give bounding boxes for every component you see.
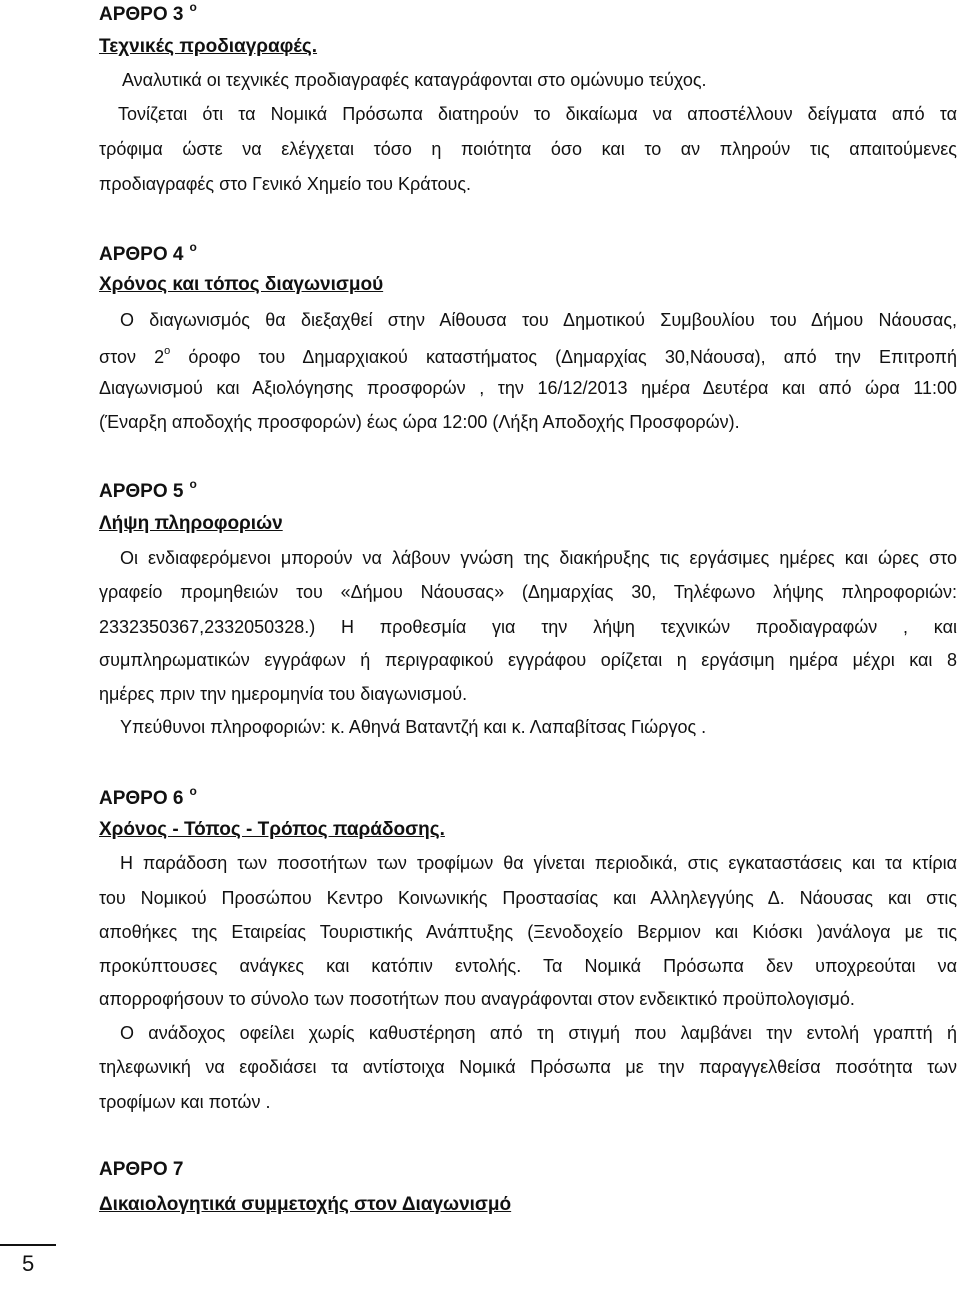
- article-6-line: Η παράδοση των ποσοτήτων των τροφίμων θα γίνεται περιοδικά, στις εγκαταστάσεις και τα κτίρια: [120, 853, 957, 873]
- article-4-line: Ο διαγωνισμός θα διεξαχθεί στην Αίθουσα του Δημοτικού Συμβουλίου του Δήμου Νάουσας,: [120, 310, 957, 330]
- article-5-line: ημέρες πριν την ημερομηνία του διαγωνισμού.: [99, 684, 468, 704]
- article-5-subtitle: Λήψη πληροφοριών: [99, 513, 283, 534]
- article-3-line: Τονίζεται ότι τα Νομικά Πρόσωπα διατηρούν το δικαίωμα να αποστέλλουν δείγματα από τα: [118, 104, 957, 124]
- article-6-ordinal: ο: [189, 784, 197, 798]
- article-4-line: (Έναρξη αποδοχής προσφορών) έως ώρα 12:00 (Λήξη Αποδοχής Προσφορών).: [99, 412, 740, 432]
- article-4-subtitle: Χρόνος και τόπος διαγωνισμού: [99, 274, 384, 295]
- article-4-heading: [99, 240, 197, 266]
- article-4-ordinal: ο: [189, 240, 197, 254]
- article-6-line: τηλεφωνική να εφοδιάσει τα αντίστοιχα Νομικά Πρόσωπα με την παραγγελθείσα ποσότητα των: [99, 1057, 957, 1077]
- article-6-line: τροφίμων και ποτών .: [99, 1092, 271, 1112]
- article-5-title: ΑΡΘΡΟ 5: [99, 481, 184, 502]
- article-3-heading: [99, 0, 197, 26]
- article-6-title: ΑΡΘΡΟ 6: [99, 788, 184, 809]
- article-5-heading: [99, 477, 197, 503]
- article-3-title: ΑΡΘΡΟ 3: [99, 4, 184, 25]
- page-number: 5: [22, 1251, 35, 1276]
- article-6-line: αποθήκες της Εταιρείας Τουριστικής Ανάπτυξης (Ξενοδοχείο Βερμιον και Κιόσκι )ανάλογα με τις: [99, 922, 957, 942]
- article-7-heading: [99, 1159, 183, 1181]
- article-5-line: συμπληρωματικών εγγράφων ή περιγραφικού εγγράφου ορίζεται η εργάσιμη ημέρα μέχρι και 8: [99, 650, 957, 670]
- article-3-subtitle: Τεχνικές προδιαγραφές.: [99, 36, 318, 57]
- article-6-line: προκύπτουσες ανάγκες και κατόπιν εντολής. Τα Νομικά Πρόσωπα δεν υποχρεούται να: [99, 956, 957, 976]
- article-7-subtitle: Δικαιολογητικά συμμετοχής στον Διαγωνισμό: [99, 1194, 512, 1215]
- article-3-line: τρόφιμα ώστε να ελέγχεται τόσο η ποιότητα όσο και το αν πληρούν τις απαιτούμενες: [99, 139, 957, 159]
- article-3-line: Αναλυτικά οι τεχνικές προδιαγραφές καταγράφονται στο ομώνυμο τεύχος.: [122, 70, 707, 90]
- article-6-line: απορροφήσουν το σύνολο των ποσοτήτων που αναγράφονται στον ενδεικτικό προϋπολογισμό.: [99, 989, 855, 1009]
- article-4-line: Διαγωνισμού και Αξιολόγησης προσφορών , την 16/12/2013 ημέρα Δευτέρα και από ώρα 11:00: [99, 378, 957, 398]
- article-5-line: Υπεύθυνοι πληροφοριών: κ. Αθηνά Βαταντζή και κ. Λαπαβίτσας Γιώργος .: [120, 717, 707, 737]
- article-6-line: Ο ανάδοχος οφείλει χωρίς καθυστέρηση από τη στιγμή που λαμβάνει την εντολή γραπτή ή: [120, 1023, 957, 1043]
- article-5-line: γραφείο προμηθειών του «Δήμου Νάουσας» (Δημαρχίας 30, Τηλέφωνο λήψης πληροφοριών:: [99, 582, 957, 602]
- article-5-line: 2332350367,2332050328.) Η προθεσμία για την λήψη τεχνικών προδιαγραφών , και: [99, 617, 957, 637]
- article-3-line: προδιαγραφές στο Γενικό Χημείο του Κράτους.: [99, 174, 471, 194]
- article-6-heading: [99, 784, 197, 810]
- article-6-line: του Νομικού Προσώπου Κεντρο Κοινωνικής Προστασίας και Αλληλεγγύης Δ. Νάουσας και στις: [99, 888, 957, 908]
- article-5-ordinal: ο: [189, 477, 197, 491]
- article-7-title: ΑΡΘΡΟ 7: [99, 1159, 184, 1180]
- article-6-subtitle: Χρόνος - Τόπος - Τρόπος παράδοσης.: [99, 819, 445, 840]
- article-4-line: στον $2^o$ όροφο του Δημαρχιακού καταστήματος (Δημαρχίας 30,Νάουσα), από την Επιτροπή: [99, 345, 957, 367]
- article-5-line: Οι ενδιαφερόμενοι μπορούν να λάβουν γνώση της διακήρυξης τις εργάσιμες ημέρες και ώρες στο: [120, 548, 957, 568]
- article-3-ordinal: ο: [189, 0, 197, 14]
- article-4-title: ΑΡΘΡΟ 4: [99, 244, 184, 265]
